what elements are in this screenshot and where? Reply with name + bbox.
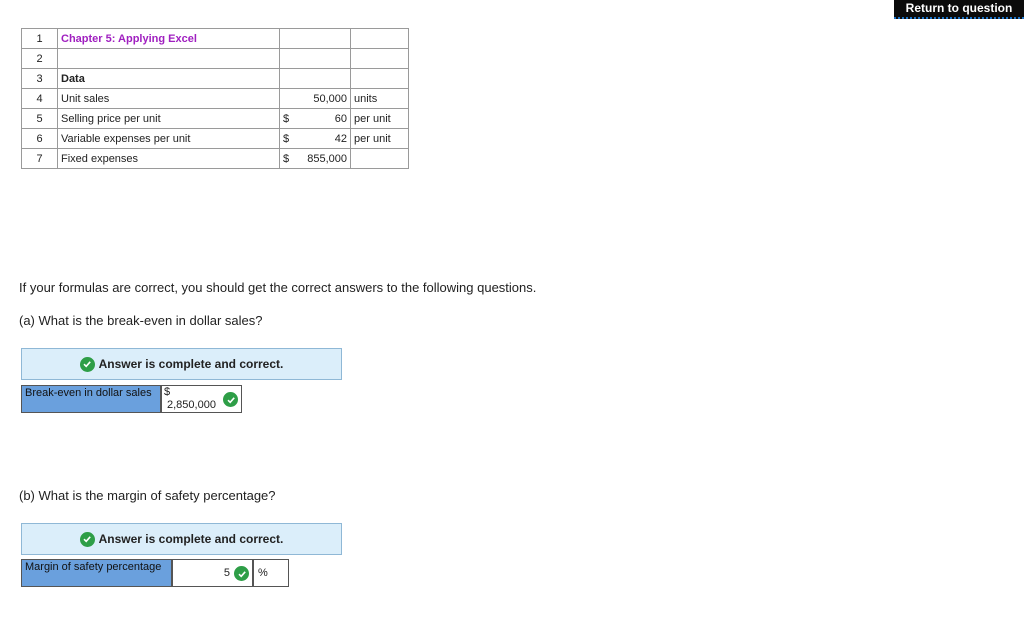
value-cell — [300, 49, 351, 69]
label-cell: Fixed expenses — [58, 149, 280, 169]
sheet-row-7 — [22, 149, 409, 169]
margin-of-safety-value: 5 — [223, 567, 230, 579]
unit-cell: units — [351, 89, 409, 109]
unit-cell — [351, 49, 409, 69]
sheet-row-5 — [22, 109, 409, 129]
label-cell — [58, 49, 280, 69]
row-number: 4 — [22, 89, 58, 109]
dollar-cell — [280, 69, 300, 89]
row-number: 7 — [22, 149, 58, 169]
unit-cell: per unit — [351, 109, 409, 129]
break-even-answer-field[interactable] — [161, 385, 242, 413]
answer-b-status-text: Answer is complete and correct. — [98, 532, 284, 546]
sheet-row-4 — [22, 89, 409, 109]
sheet-title: Chapter 5: Applying Excel — [58, 29, 280, 49]
row-number: 3 — [22, 69, 58, 89]
row-number: 2 — [22, 49, 58, 69]
row-number: 5 — [22, 109, 58, 129]
dollar-cell: $ — [280, 149, 300, 169]
intro-text: If your formulas are correct, you should get the correct answers to the following questions. — [19, 280, 537, 295]
label-cell: Variable expenses per unit — [58, 129, 280, 149]
value-cell: 60 — [300, 109, 351, 129]
answer-a-status-banner — [21, 348, 342, 380]
sheet-row-2 — [22, 49, 409, 69]
break-even-value: 2,850,000 — [167, 399, 216, 411]
check-icon — [223, 392, 238, 407]
sheet-row-6 — [22, 129, 409, 149]
margin-of-safety-answer-field[interactable] — [172, 559, 253, 587]
value-cell: 855,000 — [300, 149, 351, 169]
dollar-cell — [280, 89, 300, 109]
label-cell: Unit sales — [58, 89, 280, 109]
value-cell: 50,000 — [300, 89, 351, 109]
check-icon — [234, 566, 249, 581]
currency-symbol: $ — [164, 386, 171, 398]
sheet-row-3 — [22, 69, 409, 89]
percent-unit-cell: % — [253, 559, 289, 587]
dollar-cell — [280, 49, 300, 69]
label-cell: Selling price per unit — [58, 109, 280, 129]
unit-cell — [351, 69, 409, 89]
answer-a-status-text: Answer is complete and correct. — [98, 357, 284, 371]
return-to-question-button[interactable]: Return to question — [894, 0, 1024, 19]
break-even-label: Break-even in dollar sales — [21, 385, 161, 413]
section-heading: Data — [58, 69, 280, 89]
row-number: 1 — [22, 29, 58, 49]
dollar-cell: $ — [280, 129, 300, 149]
unit-cell — [351, 29, 409, 49]
unit-cell — [351, 149, 409, 169]
value-cell: 42 — [300, 129, 351, 149]
question-a: (a) What is the break-even in dollar sales? — [19, 313, 263, 328]
value-cell — [300, 69, 351, 89]
margin-of-safety-label: Margin of safety percentage — [21, 559, 172, 587]
check-icon — [80, 532, 95, 547]
check-icon — [80, 357, 95, 372]
row-number: 6 — [22, 129, 58, 149]
answer-b-status-banner — [21, 523, 342, 555]
question-b: (b) What is the margin of safety percentage? — [19, 488, 276, 503]
dollar-cell: $ — [280, 109, 300, 129]
dollar-cell — [280, 29, 300, 49]
sheet-row-1 — [22, 29, 409, 49]
unit-cell: per unit — [351, 129, 409, 149]
excel-data-sheet — [21, 28, 409, 169]
value-cell — [300, 29, 351, 49]
